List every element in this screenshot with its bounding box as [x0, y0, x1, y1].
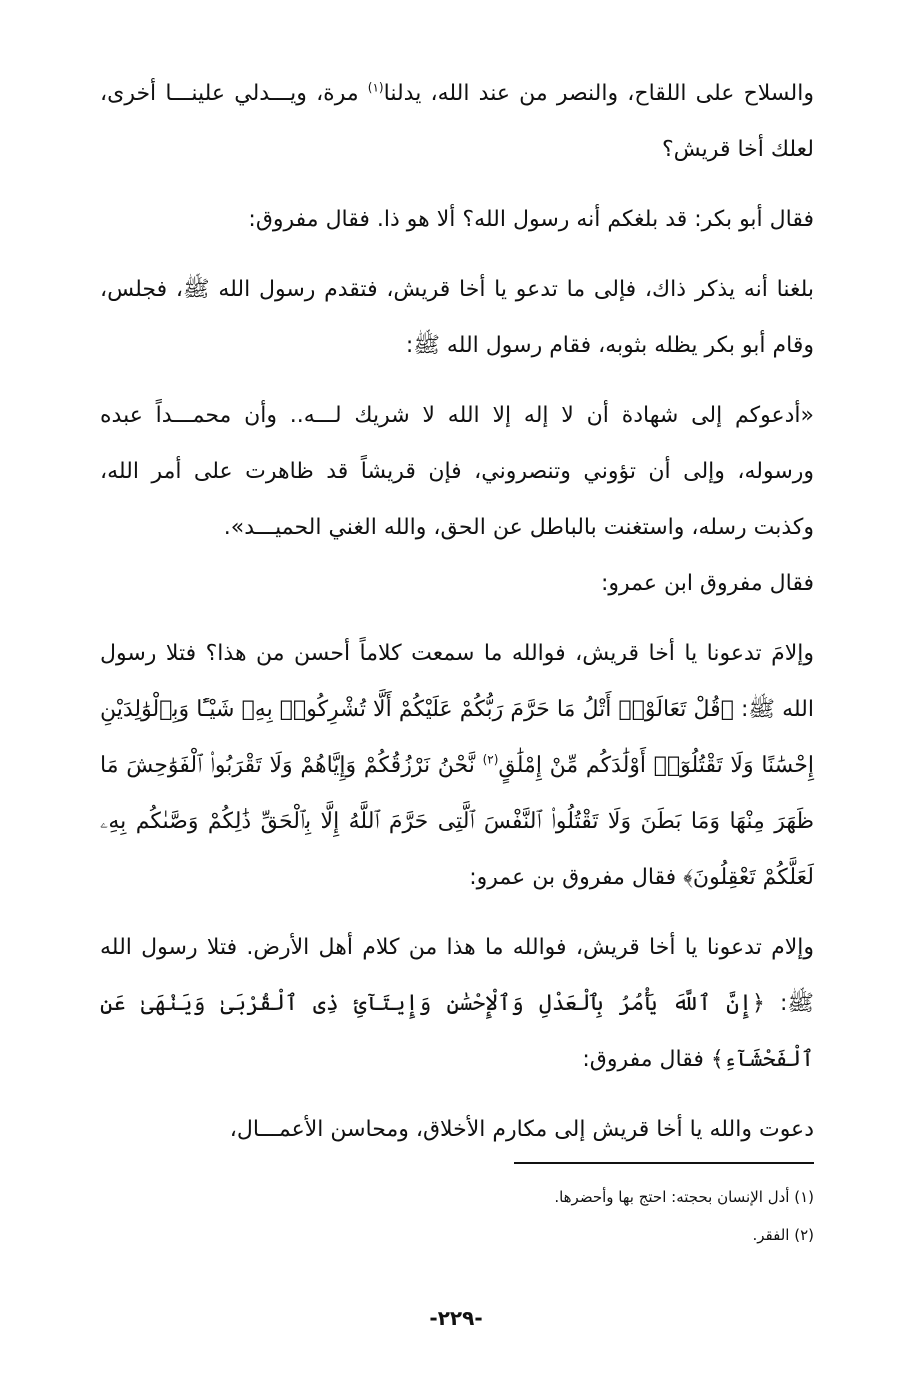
- footnotes: [100, 1178, 814, 1254]
- paragraph-6: [100, 626, 814, 906]
- footnote-1: (١) أدل الإنسان بحجته: احتج بها وأحضرها.: [554, 1188, 814, 1206]
- paragraph-1-text-before: والسلاح على اللقاح، والنصر من عند الله، يدلنا: [383, 81, 814, 106]
- paragraph-7: [100, 920, 814, 1088]
- paragraph-1-text-after: مرة، ويـــدلي علينـــا أخرى، لعلك أخا قريش؟: [100, 81, 814, 162]
- footnote-ref-1: (١): [367, 80, 384, 95]
- footnote-2: (٢) الفقر.: [752, 1226, 814, 1244]
- paragraph-5: فقال مفروق ابن عمرو:: [600, 571, 814, 596]
- footnote-ref-2: (٢): [482, 752, 499, 767]
- paragraph-1: [100, 66, 814, 178]
- paragraph-4-quote: «أدعوكم إلى شهادة أن لا إله إلا الله لا شريك لـــه.. وأن محمـــداً عبده ورسوله، وإلى أن تؤوني وتنصروني، فإن قريشاً قد ظاهرت على أمر الله، وكذبت رسله، واستغنت بالباطل عن الحق، والله الغني الحميـــد».: [100, 403, 814, 540]
- quran-verse-nahl: ﴿إِنَّ ٱللَّهَ يَأْمُرُ بِٱلْعَدْلِ وَٱلْإِحْسَٰنِ وَإِيتَآئِ ذِى ٱلْقُرْبَىٰ وَيَنْهَىٰ عَنِ ٱلْفَحْشَآءِ﴾: [100, 991, 814, 1072]
- paragraph-6-outro: فقال مفروق بن عمرو:: [469, 865, 684, 890]
- paragraph-6-intro: فتلا رسول الله ﷺ:: [100, 641, 814, 722]
- paragraph-3: بلغنا أنه يذكر ذاك، فإلى ما تدعو يا أخا قريش، فتقدم رسول الله ﷺ، فجلس، وقام أبو بكر يظله بثوبه، فقام رسول الله ﷺ:: [100, 277, 814, 358]
- paragraph-8: دعوت والله يا أخا قريش إلى مكارم الأخلاق، ومحاسن الأعمـــال،: [229, 1117, 814, 1142]
- paragraph-2: فقال أبو بكر: قد بلغكم أنه رسول الله؟ ألا هو ذا. فقال مفروق:: [248, 207, 814, 232]
- quran-verse-anam-part1: ﴿قُلْ تَعَالَوْا۟ أَتْلُ مَا حَرَّمَ رَبُّكُمْ عَلَيْكُمْ أَلَّا تُشْرِكُوا۟ بِهِۦ شَيْـًٔا وَبِٱلْوَٰلِدَيْنِ إِحْسَٰنًا وَلَا تَقْتُلُوٓا۟ أَوْلَٰدَكُم مِّنْ إِمْلَٰقٍ: [100, 697, 814, 778]
- footnote-separator: [514, 1162, 814, 1164]
- paragraph-6-line1: وإلامَ تدعونا يا أخا قريش، فوالله ما سمعت كلاماً أحسن من هذا؟: [205, 641, 815, 666]
- main-text: [100, 66, 814, 1172]
- page-number: -٢٢٩-: [429, 1306, 483, 1330]
- paragraph-7-intro: وإلام تدعونا يا أخا قريش، فوالله ما هذا من كلام أهل الأرض. فتلا رسول الله ﷺ:: [100, 935, 814, 1016]
- paragraph-7-outro: فقال مفروق:: [582, 1047, 711, 1072]
- quran-verse-anam-part2: نَّحْنُ نَرْزُقُكُمْ وَإِيَّاهُمْ وَلَا تَقْرَبُوا۟ ٱلْفَوَٰحِشَ مَا ظَهَرَ مِنْهَا وَمَا بَطَنَ وَلَا تَقْتُلُوا۟ ٱلنَّفْسَ ٱلَّتِى حَرَّمَ ٱللَّهُ إِلَّا بِٱلْحَقِّ ذَٰلِكُمْ وَصَّىٰكُم بِهِۦ لَعَلَّكُمْ تَعْقِلُونَ﴾: [100, 753, 814, 890]
